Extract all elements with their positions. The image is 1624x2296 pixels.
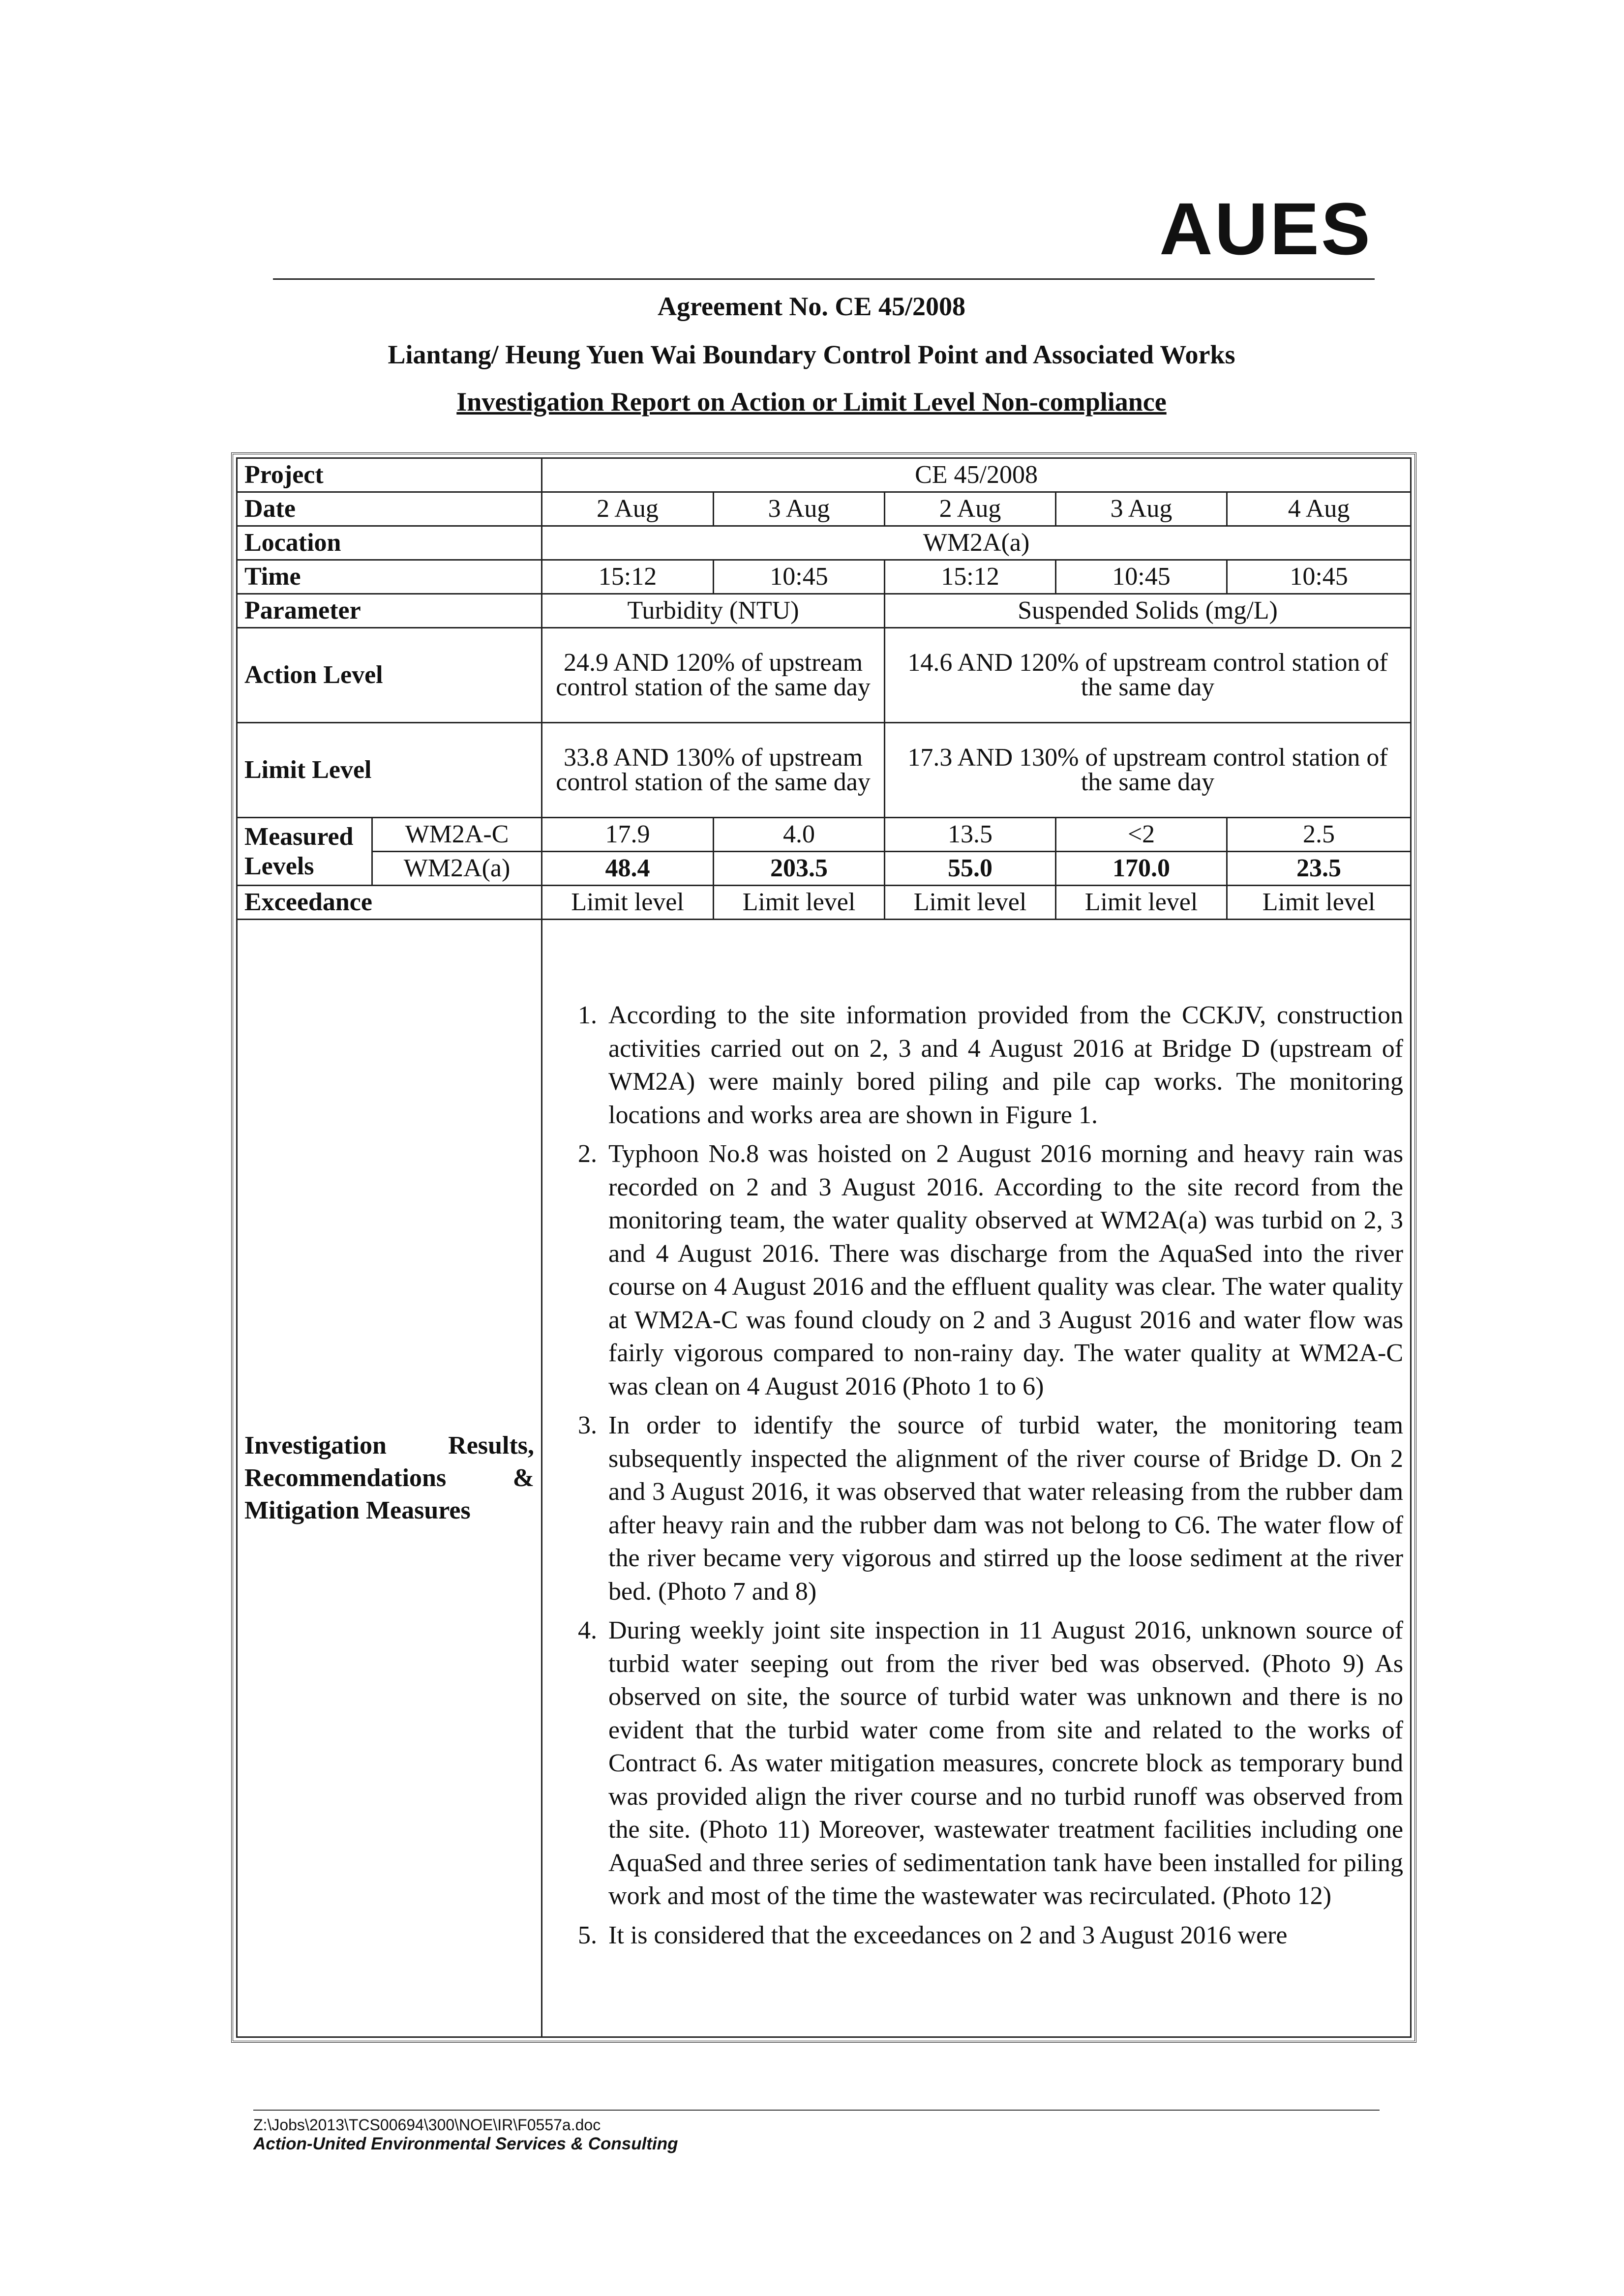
investigation-label: Investigation Results, Recommendations & Mitigation Measures [237,920,542,2037]
investigation-content [542,920,1411,2037]
row-time [237,560,1411,594]
date-label: Date [237,492,542,526]
header-divider [273,278,1375,280]
exceedance-label: Exceedance [237,886,542,920]
action-level-label: Action Level [237,628,542,723]
list-item: 4. During weekly joint site inspection in 11 August 2016, unknown source of turbid water seeping out from the river bed was observed. (Photo 9) As observed on site, the source of turbid water was unknown and there is no evident that the turbid water come from site and related to the works of Contract 6. As water mitigation measures, concrete block as temporary bund was provided align the river course and no turbid runoff was observed from the site. (Photo 11) Moreover, wastewater treatment facilities including one AquaSed and three series of sedimentation tank have been installed for piling work and most of the time the wastewater was recirculated. (Photo 12) [603,1614,1403,1913]
agreement-number: Agreement No. CE 45/2008 [658,292,965,321]
measured-cell: 13.5 [885,818,1056,852]
row-investigation [237,920,1411,2037]
investigation-table [236,457,1412,2038]
parameter-suspended-solids: Suspended Solids (mg/L) [885,594,1411,628]
measured-cell: 2.5 [1227,818,1411,852]
measured-cell: 17.9 [542,818,714,852]
list-item: 5. It is considered that the exceedances on 2 and 3 August 2016 were [603,1919,1403,1952]
row-action-level [237,628,1411,723]
row-location [237,526,1411,560]
measured-cell: 203.5 [714,852,885,886]
footer-file-path: Z:\Jobs\2013\TCS00694\300\NOE\IR\F0557a.doc [253,2116,601,2134]
time-cell: 10:45 [1056,560,1227,594]
time-cell: 15:12 [542,560,714,594]
exceedance-cell: Limit level [714,886,885,920]
exceedance-cell: Limit level [1227,886,1411,920]
measured-cell: 4.0 [714,818,885,852]
date-cell: 4 Aug [1227,492,1411,526]
row-limit-level [237,723,1411,818]
project-label: Project [237,458,542,492]
station-name: WM2A(a) [372,852,542,886]
investigation-list [549,999,1403,1952]
row-measured-impact [237,852,1411,886]
parameter-label: Parameter [237,594,542,628]
row-date [237,492,1411,526]
date-cell: 3 Aug [1056,492,1227,526]
project-name: Liantang/ Heung Yuen Wai Boundary Control Point and Associated Works [388,340,1235,369]
limit-level-ss: 17.3 AND 130% of upstream control station of the same day [885,723,1411,818]
report-title: Investigation Report on Action or Limit Level Non-compliance [456,387,1167,417]
date-cell: 3 Aug [714,492,885,526]
limit-level-turbidity: 33.8 AND 130% of upstream control station of the same day [542,723,885,818]
list-item: 3. In order to identify the source of turbid water, the monitoring team subsequently inspected the alignment of the river course of Bridge D. On 2 and 3 August 2016, it was observed that water releasing from the rubber dam after heavy rain and the rubber dam was not belong to C6. The water flow of the river became very vigorous and stirred up the loose sediment at the river bed. (Photo 7 and 8) [603,1409,1403,1608]
limit-level-label: Limit Level [237,723,542,818]
exceedance-cell: Limit level [1056,886,1227,920]
time-cell: 10:45 [714,560,885,594]
measured-cell: 48.4 [542,852,714,886]
location-value: WM2A(a) [542,526,1411,560]
project-value: CE 45/2008 [542,458,1411,492]
action-level-turbidity: 24.9 AND 120% of upstream control station of the same day [542,628,885,723]
time-cell: 15:12 [885,560,1056,594]
row-measured-control [237,818,1411,852]
measured-cell: 55.0 [885,852,1056,886]
measured-cell: 23.5 [1227,852,1411,886]
exceedance-cell: Limit level [542,886,714,920]
row-parameter [237,594,1411,628]
aues-logo: AUES [1159,187,1372,270]
action-level-ss: 14.6 AND 120% of upstream control station of the same day [885,628,1411,723]
parameter-turbidity: Turbidity (NTU) [542,594,885,628]
measured-cell: <2 [1056,818,1227,852]
measured-levels-label: Measured Levels [237,818,372,886]
time-label: Time [237,560,542,594]
exceedance-cell: Limit level [885,886,1056,920]
location-label: Location [237,526,542,560]
list-item: 2. Typhoon No.8 was hoisted on 2 August 2016 morning and heavy rain was recorded on 2 and 3 August 2016. According to the site record from the monitoring team, the water quality observed at WM2A(a) was turbid on 2, 3 and 4 August 2016. There was discharge from the AquaSed into the river course on 4 August 2016 and the effluent quality was clear. The water quality at WM2A-C was found cloudy on 2 and 3 August 2016 and water flow was fairly vigorous compared to non-rainy day. The water quality at WM2A-C was clean on 4 August 2016 (Photo 1 to 6) [603,1137,1403,1403]
list-item: 1. According to the site information provided from the CCKJV, construction activities carried out on 2, 3 and 4 August 2016 at Bridge D (upstream of WM2A) were mainly bored piling and pile cap works. The monitoring locations and works area are shown in Figure 1. [603,999,1403,1132]
time-cell: 10:45 [1227,560,1411,594]
row-exceedance [237,886,1411,920]
footer-company: Action-United Environmental Services & Consulting [253,2134,678,2153]
measured-cell: 170.0 [1056,852,1227,886]
date-cell: 2 Aug [885,492,1056,526]
footer-divider [253,2110,1380,2111]
date-cell: 2 Aug [542,492,714,526]
station-name: WM2A-C [372,818,542,852]
row-project [237,458,1411,492]
